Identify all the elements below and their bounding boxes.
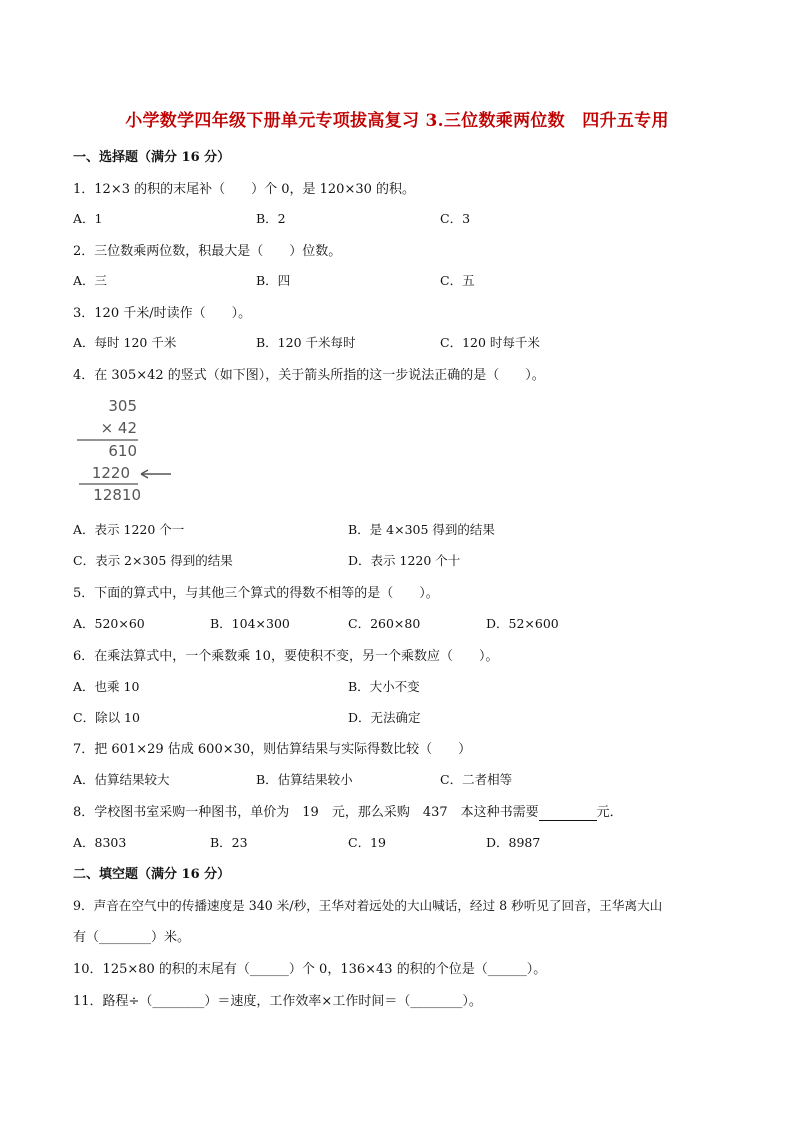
question-2: 2．三位数乘两位数，积最大是（ ）位数。 bbox=[73, 244, 342, 259]
question-4-options-row2 bbox=[73, 551, 753, 569]
question-6-options-row1 bbox=[73, 677, 753, 695]
option-c: C．19 bbox=[348, 835, 386, 850]
question-3-options bbox=[73, 333, 753, 351]
product: 12810 bbox=[93, 486, 141, 504]
option-c: C．260×80 bbox=[348, 616, 421, 631]
partial-product-1: 610 bbox=[108, 442, 137, 460]
option-b: B．估算结果较小 bbox=[256, 772, 353, 787]
option-a: A．三 bbox=[73, 273, 108, 288]
option-a: A．520×60 bbox=[73, 616, 145, 631]
question-3: 3．120 千米/时读作（ ）。 bbox=[73, 306, 252, 321]
option-c: C．120 时每千米 bbox=[440, 335, 540, 350]
vertical-multiplication-figure bbox=[74, 394, 184, 506]
option-b: B．四 bbox=[256, 273, 291, 288]
question-9-line2: 有（________）米。 bbox=[73, 930, 191, 945]
page-title: 小学数学四年级下册单元专项拔高复习 3.三位数乘两位数 四升五专用 bbox=[125, 111, 669, 131]
option-c: C．二者相等 bbox=[440, 772, 513, 787]
option-c: C．表示 2×305 得到的结果 bbox=[73, 553, 233, 568]
option-b: B．120 千米每时 bbox=[256, 335, 356, 350]
multiplicand: 305 bbox=[108, 397, 137, 415]
section-heading-fill: 二、填空题（满分 16 分） bbox=[73, 867, 231, 882]
question-5: 5．下面的算式中，与其他三个算式的得数不相等的是（ ）。 bbox=[73, 586, 439, 601]
question-11: 11．路程÷（________）＝速度，工作效率×工作时间＝（________）。 bbox=[73, 994, 482, 1009]
option-c: C．除以 10 bbox=[73, 710, 140, 725]
question-10: 10．125×80 的积的末尾有（______）个 0，136×43 的积的个位是（______）。 bbox=[73, 962, 547, 977]
question-1-options bbox=[73, 209, 753, 227]
question-8-text: 8．学校图书室采购一种图书，单价为 19 元，那么采购 437 本这种书需要 bbox=[73, 805, 539, 820]
option-d: D．8987 bbox=[486, 835, 541, 850]
option-c: C．3 bbox=[440, 211, 471, 226]
question-8-options bbox=[73, 833, 753, 851]
option-d: D．无法确定 bbox=[348, 710, 421, 725]
option-a: A．每时 120 千米 bbox=[73, 335, 177, 350]
question-4-options-row1 bbox=[73, 520, 753, 538]
option-b: B．是 4×305 得到的结果 bbox=[348, 522, 495, 537]
option-d: D．52×600 bbox=[486, 616, 559, 631]
question-6-options-row2 bbox=[73, 708, 753, 726]
question-5-options bbox=[73, 614, 753, 632]
multiplier: × 42 bbox=[100, 419, 137, 437]
option-a: A．也乘 10 bbox=[73, 679, 140, 694]
option-a: A．表示 1220 个一 bbox=[73, 522, 185, 537]
question-8-unit: 元． bbox=[596, 805, 623, 820]
answer-blank bbox=[539, 805, 597, 821]
partial-product-2: 1220 bbox=[91, 464, 130, 482]
question-1: 1．12×3 的积的末尾补（ ）个 0，是 120×30 的积。 bbox=[73, 182, 416, 197]
question-4: 4．在 305×42 的竖式（如下图），关于箭头所指的这一步说法正确的是（ ）。 bbox=[73, 368, 545, 383]
question-9-line1: 9．声音在空气中的传播速度是 340 米/秒，王华对着远处的大山喊话，经过 8 秒听见了回音，王华离大山 bbox=[73, 898, 663, 913]
option-d: D．表示 1220 个十 bbox=[348, 553, 461, 568]
option-b: B．2 bbox=[256, 211, 286, 226]
option-c: C．五 bbox=[440, 273, 475, 288]
option-a: A．1 bbox=[73, 211, 103, 226]
section-heading-choice: 一、选择题（满分 16 分） bbox=[73, 150, 231, 165]
option-b: B．104×300 bbox=[210, 616, 290, 631]
option-a: A．8303 bbox=[73, 835, 127, 850]
question-2-options bbox=[73, 271, 753, 289]
option-a: A．估算结果较大 bbox=[73, 772, 170, 787]
option-b: B．23 bbox=[210, 835, 248, 850]
question-8 bbox=[73, 801, 623, 821]
question-7-options bbox=[73, 770, 753, 788]
question-6: 6．在乘法算式中，一个乘数乘 10，要使积不变，另一个乘数应（ ）。 bbox=[73, 649, 499, 664]
question-7: 7．把 601×29 估成 600×30，则估算结果与实际得数比较（ ） bbox=[73, 742, 472, 757]
option-b: B．大小不变 bbox=[348, 679, 420, 694]
